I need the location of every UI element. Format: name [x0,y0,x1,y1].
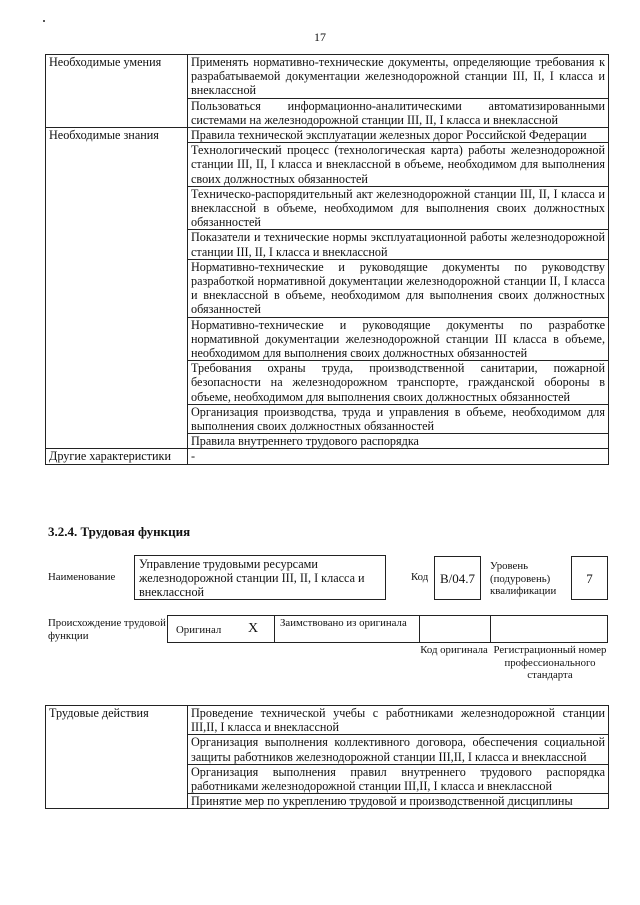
requirement-item: Технологический процесс (технологическая карта) работы железнодорожной станции III, II, I класса и внеклассной в объеме, необходимом для выполнения своих должностных обязанностей [188,143,609,187]
origin-label: Происхождение трудовой функции [48,617,166,642]
origin-box [167,615,608,643]
level-label: Уровень (подуровень) квалификации [490,560,557,597]
requirement-category-label: Другие характеристики [46,449,188,464]
requirement-item: Нормативно-технические и руководящие документы по руководству разработкой нормативной документации железнодорожной станции II, I класса и внеклассной в объеме, необходимом для выполнения своих должностных обязанностей [188,259,609,317]
name-label: Наименование [48,571,116,583]
origin-divider [274,616,275,642]
code-original-caption: Код оригинала [420,644,488,656]
requirement-item: - [188,449,609,464]
labor-actions-label: Трудовые действия [46,706,188,809]
requirements-table [45,54,609,465]
code-label: Код [411,571,429,583]
requirement-item: Нормативно-технические и руководящие документы по разработке нормативной документации железнодорожной станции III класса в объеме, необходимом для выполнения своих должностных обязанностей [188,317,609,361]
requirement-item: Техническо-распорядительный акт железнодорожной станции III, II, I класса и внеклассной в объеме, необходимом для выполнения своих должностных обязанностей [188,186,609,230]
origin-divider [419,616,420,642]
table-row [46,128,609,143]
page-number: 17 [314,30,326,44]
section-heading: 3.2.4. Трудовая функция [48,524,191,539]
scan-mark [43,20,45,22]
function-code-box [434,556,481,600]
labor-action-item: Принятие мер по укреплению трудовой и производственной дисциплины [188,794,609,809]
labor-action-item: Организация выполнения правил внутреннего трудового распорядка работниками железнодорожной станции III,II, I класса и внеклассной [188,764,609,793]
requirement-item: Пользоваться информационно-аналитическими автоматизированными системами на железнодорожной станции III, II, I класса и внеклассной [188,98,609,127]
requirement-item: Применять нормативно-технические документы, определяющие требования к разрабатываемой документации железнодорожной станции III, II, I класса и внеклассной [188,55,609,99]
borrowed-label: Заимствовано из оригинала [280,617,407,629]
requirement-item: Правила технической эксплуатации железных дорог Российской Федерации [188,128,609,143]
origin-divider [490,616,491,642]
function-name-box [134,555,386,600]
requirement-category-label: Необходимые умения [46,55,188,128]
labor-action-item: Проведение технической учебы с работниками железнодорожной станции III,II, I класса и внеклассной [188,706,609,735]
function-code-value: В/04.7 [439,571,476,586]
requirement-item: Показатели и технические нормы эксплуатационной работы железнодорожной станции III, II, I класса и внеклассной [188,230,609,259]
requirement-category-label: Необходимые знания [46,128,188,449]
labor-action-item: Организация выполнения коллективного договора, обеспечения социальной защиты работников железнодорожной станции III,II, I класса и внеклассной [188,735,609,764]
original-label: Оригинал [176,624,222,636]
original-mark: X [248,621,259,636]
table-row [46,55,609,99]
requirement-item: Правила внутреннего трудового распорядка [188,434,609,449]
labor-actions-table [45,705,609,809]
function-name-value: Управление трудовыми ресурсами железнодорожной станции III, II, I класса и внеклассной [139,557,365,599]
table-row [46,449,609,464]
qualification-level-box [571,556,608,600]
table-row [46,706,609,735]
requirement-item: Организация производства, труда и управления в объеме, необходимом для выполнения своих должностных обязанностей [188,404,609,433]
qualification-level-value: 7 [586,571,593,586]
requirement-item: Требования охраны труда, производственной санитарии, пожарной безопасности на железнодорожном транспорте, гражданской обороны в объеме, необходимом для выполнения своих должностных обязанностей [188,361,609,405]
registration-number-caption: Регистрационный номер профессионального стандарта [493,644,607,681]
